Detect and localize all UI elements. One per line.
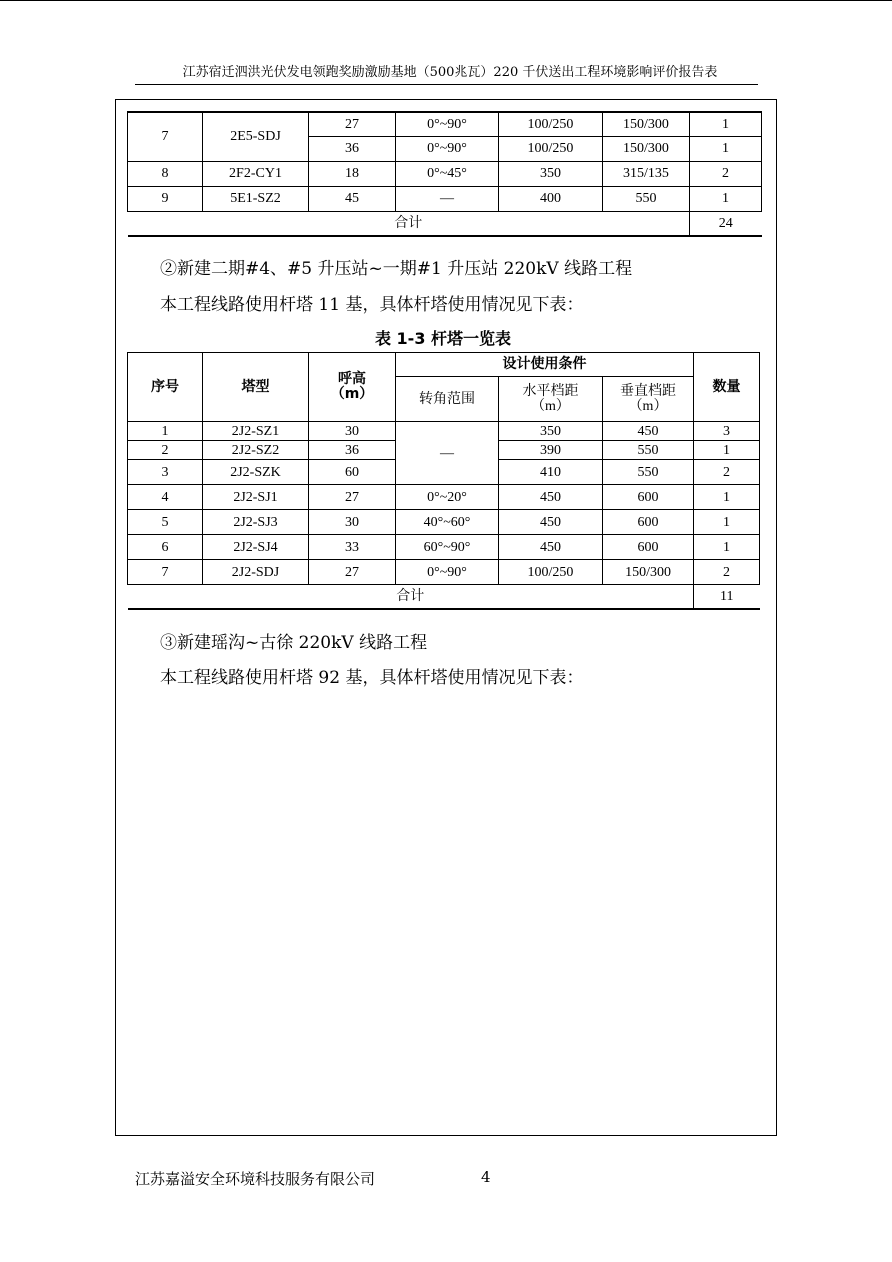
cell-height: 33	[309, 535, 396, 560]
header-horizontal-span	[499, 377, 603, 422]
footer-company-name: 江苏嘉溢安全环境科技服务有限公司	[135, 1170, 376, 1188]
cell-tower-type: 2J2-SJ4	[203, 535, 309, 560]
cell-seq: 7	[128, 560, 203, 585]
table-row	[128, 161, 762, 186]
cell-horizontal-span: 450	[499, 485, 603, 510]
cell-horizontal-span: 450	[499, 535, 603, 560]
header-height-label: 呼高	[338, 371, 366, 387]
cell-vertical-span: 550	[603, 186, 690, 211]
tower-table-continued	[127, 111, 762, 237]
header-design-conditions: 设计使用条件	[396, 353, 694, 377]
table-caption: 表 1-3 杆塔一览表	[374, 329, 512, 348]
table-header-row	[128, 353, 760, 377]
cell-seq: 4	[128, 485, 203, 510]
cell-tower-type: 2J2-SZ1	[203, 422, 309, 441]
cell-quantity: 2	[694, 460, 760, 485]
table-row	[128, 112, 762, 136]
cell-quantity: 1	[694, 485, 760, 510]
section-2-heading: ②新建二期#4、#5 升压站~一期#1 升压站 220kV 线路工程	[160, 259, 633, 279]
cell-horizontal-span: 400	[499, 186, 603, 211]
report-header-title: 江苏宿迁泗洪光伏发电领跑奖励激励基地（500兆瓦）220 千伏送出工程环境影响评价报告表	[182, 65, 718, 80]
cell-tower-type: 2E5-SDJ	[203, 112, 309, 161]
header-vertical-label: 垂直档距	[620, 384, 676, 399]
tower-overview-table	[127, 352, 760, 610]
cell-tower-type: 2J2-SJ3	[203, 510, 309, 535]
cell-horizontal-span: 350	[499, 422, 603, 441]
header-height	[309, 353, 396, 422]
cell-horizontal-span: 410	[499, 460, 603, 485]
cell-height: 27	[309, 112, 396, 136]
content-frame	[115, 99, 777, 1136]
cell-horizontal-span: 350	[499, 161, 603, 186]
cell-seq: 3	[128, 460, 203, 485]
table-row	[128, 535, 760, 560]
cell-angle: 0°~45°	[396, 161, 499, 186]
cell-quantity: 1	[690, 186, 762, 211]
table-row	[128, 422, 760, 441]
cell-angle: 40°~60°	[396, 510, 499, 535]
header-angle: 转角范围	[396, 377, 499, 422]
cell-seq: 1	[128, 422, 203, 441]
cell-tower-type: 2J2-SZK	[203, 460, 309, 485]
cell-total-label: 合计	[128, 211, 690, 236]
cell-seq: 7	[128, 112, 203, 161]
section-2-intro: 本工程线路使用杆塔 11 基，具体杆塔使用情况见下表：	[160, 295, 584, 315]
cell-quantity: 1	[694, 441, 760, 460]
cell-quantity: 1	[690, 136, 762, 161]
cell-vertical-span: 600	[603, 510, 694, 535]
cell-height: 27	[309, 560, 396, 585]
header-seq: 序号	[128, 353, 203, 422]
table-row	[128, 485, 760, 510]
cell-height: 60	[309, 460, 396, 485]
cell-total-value: 11	[694, 585, 760, 609]
cell-seq: 8	[128, 161, 203, 186]
cell-tower-type: 2J2-SDJ	[203, 560, 309, 585]
page-number: 4	[481, 1168, 491, 1186]
cell-height: 36	[309, 441, 396, 460]
cell-tower-type: 2F2-CY1	[203, 161, 309, 186]
cell-tower-type: 2J2-SZ2	[203, 441, 309, 460]
cell-angle: 0°~90°	[396, 560, 499, 585]
cell-height: 30	[309, 422, 396, 441]
header-tower-type: 塔型	[203, 353, 309, 422]
header-rule	[135, 84, 758, 85]
section-3-heading: ③新建瑶沟~古徐 220kV 线路工程	[160, 633, 428, 653]
cell-vertical-span: 315/135	[603, 161, 690, 186]
cell-vertical-span: 600	[603, 485, 694, 510]
cell-seq: 6	[128, 535, 203, 560]
cell-height: 18	[309, 161, 396, 186]
cell-angle: 0°~90°	[396, 112, 499, 136]
cell-angle: 0°~90°	[396, 136, 499, 161]
cell-vertical-span: 550	[603, 441, 694, 460]
cell-height: 45	[309, 186, 396, 211]
cell-seq: 2	[128, 441, 203, 460]
cell-quantity: 3	[694, 422, 760, 441]
header-height-unit: （m）	[330, 386, 374, 402]
cell-height: 30	[309, 510, 396, 535]
cell-angle: 0°~20°	[396, 485, 499, 510]
cell-vertical-span: 150/300	[603, 560, 694, 585]
table-row	[128, 510, 760, 535]
cell-quantity: 2	[690, 161, 762, 186]
cell-tower-type: 5E1-SZ2	[203, 186, 309, 211]
cell-total-label: 合计	[128, 585, 694, 609]
table-row	[128, 186, 762, 211]
cell-angle: 60°~90°	[396, 535, 499, 560]
cell-vertical-span: 600	[603, 535, 694, 560]
page-top-border	[0, 0, 892, 1]
cell-horizontal-span: 100/250	[499, 112, 603, 136]
cell-height: 36	[309, 136, 396, 161]
cell-angle: —	[396, 422, 499, 485]
cell-vertical-span: 150/300	[603, 112, 690, 136]
cell-horizontal-span: 390	[499, 441, 603, 460]
table-row	[128, 560, 760, 585]
cell-quantity: 1	[690, 112, 762, 136]
cell-angle: —	[396, 186, 499, 211]
cell-horizontal-span: 450	[499, 510, 603, 535]
header-vertical-unit: （m）	[628, 399, 668, 414]
cell-vertical-span: 450	[603, 422, 694, 441]
header-vertical-span	[603, 377, 694, 422]
cell-total-value: 24	[690, 211, 762, 236]
cell-tower-type: 2J2-SJ1	[203, 485, 309, 510]
header-horizontal-unit: （m）	[531, 399, 570, 414]
cell-quantity: 1	[694, 535, 760, 560]
section-3-intro: 本工程线路使用杆塔 92 基，具体杆塔使用情况见下表：	[160, 668, 584, 688]
table-total-row	[128, 211, 762, 236]
cell-quantity: 2	[694, 560, 760, 585]
cell-seq: 9	[128, 186, 203, 211]
cell-vertical-span: 550	[603, 460, 694, 485]
cell-horizontal-span: 100/250	[499, 560, 603, 585]
cell-height: 27	[309, 485, 396, 510]
header-horizontal-label: 水平档距	[522, 384, 579, 399]
cell-seq: 5	[128, 510, 203, 535]
table-total-row	[128, 585, 760, 609]
cell-quantity: 1	[694, 510, 760, 535]
cell-vertical-span: 150/300	[603, 136, 690, 161]
header-quantity: 数量	[694, 353, 760, 422]
cell-horizontal-span: 100/250	[499, 136, 603, 161]
